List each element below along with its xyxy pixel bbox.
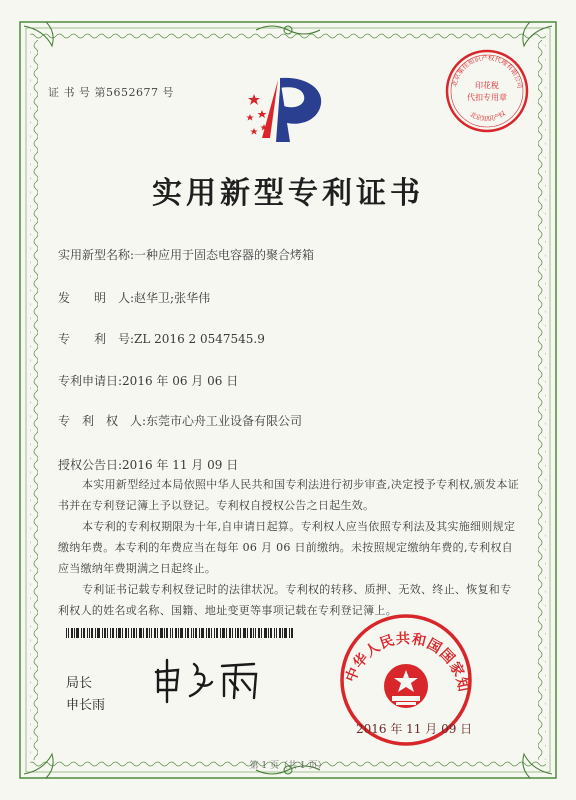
barcode-bar — [89, 628, 90, 638]
barcode-bar — [232, 628, 233, 638]
field-inventor — [58, 289, 210, 306]
barcode-bar — [110, 628, 111, 638]
barcode-bar — [154, 628, 156, 638]
barcode — [66, 628, 294, 638]
barcode-bar — [160, 628, 163, 638]
barcode-bar — [139, 628, 142, 638]
barcode-bar — [268, 628, 269, 638]
barcode-bar — [133, 628, 135, 638]
barcode-bar — [68, 628, 69, 638]
barcode-bar — [91, 628, 93, 638]
barcode-bar — [261, 628, 262, 638]
barcode-bar — [191, 628, 192, 638]
barcode-bar — [229, 628, 231, 638]
agency-seal-stamp — [444, 48, 530, 134]
field-filing-date — [58, 372, 238, 389]
field-value: 2016 年 06 月 06 日 — [122, 374, 239, 388]
barcode-bar — [289, 628, 290, 638]
field-label: 授权公告日: — [58, 458, 123, 472]
barcode-bar — [122, 628, 123, 638]
svg-text:印花税: 印花税 — [475, 81, 499, 90]
field-value: 一种应用于固态电容器的聚合烤箱 — [134, 248, 315, 262]
director-signature-icon — [150, 652, 270, 708]
barcode-bar — [220, 628, 221, 638]
barcode-bar — [291, 628, 293, 638]
barcode-bar — [146, 628, 148, 638]
barcode-bar — [178, 628, 179, 638]
svg-text:代扣专用章: 代扣专用章 — [467, 93, 507, 102]
barcode-bar — [170, 628, 171, 638]
barcode-bar — [222, 628, 225, 638]
barcode-bar — [253, 628, 254, 638]
director-name: 申长雨 — [66, 698, 106, 713]
barcode-bar — [185, 628, 186, 638]
barcode-bar — [76, 628, 79, 638]
barcode-bar — [237, 628, 239, 638]
barcode-bar — [97, 628, 100, 638]
barcode-bar — [282, 628, 283, 638]
barcode-bar — [81, 628, 82, 638]
barcode-bar — [112, 628, 114, 638]
field-value: 东莞市心舟工业设备有限公司 — [146, 414, 303, 428]
barcode-bar — [157, 628, 158, 638]
barcode-bar — [279, 628, 281, 638]
barcode-bar — [201, 628, 204, 638]
barcode-bar — [250, 628, 252, 638]
cnipa-logo-icon — [240, 72, 332, 146]
barcode-bar — [83, 628, 85, 638]
barcode-bar — [247, 628, 248, 638]
field-utility-model-name — [58, 246, 314, 263]
barcode-bar — [87, 628, 88, 638]
barcode-bar — [208, 628, 210, 638]
barcode-bar — [211, 628, 212, 638]
barcode-bar — [172, 628, 173, 638]
barcode-bar — [274, 628, 275, 638]
barcode-bar — [264, 628, 267, 638]
barcode-bar — [270, 628, 272, 638]
barcode-bar — [136, 628, 137, 638]
barcode-bar — [195, 628, 197, 638]
barcode-bar — [107, 628, 108, 638]
barcode-bar — [255, 628, 256, 638]
field-label: 发 明 人: — [58, 291, 135, 305]
certificate-title: 实用新型专利证书 — [152, 176, 424, 211]
barcode-bar — [216, 628, 218, 638]
barcode-bar — [235, 628, 236, 638]
barcode-bar — [240, 628, 241, 638]
field-label: 专 利 权 人: — [58, 414, 147, 428]
barcode-bar — [116, 628, 117, 638]
barcode-bar — [166, 628, 168, 638]
barcode-bar — [102, 628, 103, 638]
barcode-bar — [95, 628, 96, 638]
field-label: 专 利 号: — [58, 332, 135, 346]
barcode-bar — [175, 628, 177, 638]
certificate-body — [58, 474, 520, 621]
barcode-bar — [149, 628, 150, 638]
barcode-bar — [131, 628, 132, 638]
barcode-bar — [276, 628, 277, 638]
barcode-bar — [226, 628, 227, 638]
svg-text:北京集佳知识产权代理有限公司: 北京集佳知识产权代理有限公司 — [450, 53, 524, 90]
barcode-bar — [66, 628, 67, 638]
director-title: 局长 — [66, 676, 93, 691]
field-value: 赵华卫;张华伟 — [134, 291, 211, 305]
barcode-bar — [128, 628, 129, 638]
barcode-bar — [193, 628, 194, 638]
barcode-bar — [104, 628, 106, 638]
barcode-bar — [284, 628, 287, 638]
barcode-bar — [214, 628, 215, 638]
body-paragraph: 本实用新型经过本局依照中华人民共和国专利法进行初步审查,决定授予专利权,颁发本证书并在专利登记簿上予以登记。专利权自授权公告之日起生效。 — [58, 478, 519, 512]
barcode-bar — [206, 628, 207, 638]
field-label: 专利申请日: — [58, 374, 123, 388]
barcode-bar — [71, 628, 73, 638]
barcode-bar — [74, 628, 75, 638]
barcode-bar — [164, 628, 165, 638]
barcode-bar — [199, 628, 200, 638]
field-patentee — [58, 412, 302, 429]
svg-text:中华人民共和国国家知识产权局: 中华人民共和国国家知 — [343, 630, 472, 694]
barcode-bar — [125, 628, 127, 638]
barcode-bar — [118, 628, 121, 638]
svg-text:北京知识产权: 北京知识产权 — [468, 109, 507, 124]
page-footer: 第 1 页（共 1 页） — [249, 761, 327, 771]
barcode-bar — [151, 628, 152, 638]
issue-date: 2016 年 11 月 09 日 — [356, 722, 473, 736]
barcode-bar — [187, 628, 189, 638]
field-value: 2016 年 11 月 09 日 — [122, 458, 239, 472]
field-label: 实用新型名称: — [58, 248, 135, 262]
body-paragraph: 专利证书记载专利权登记时的法律状况。专利权的转移、质押、无效、终止、恢复和专利权人的姓名或名称、国籍、地址变更等事项记载在专利登记簿上。 — [58, 583, 512, 617]
barcode-bar — [258, 628, 260, 638]
barcode-bar — [143, 628, 144, 638]
body-paragraph: 本专利的专利权期限为十年,自申请日起算。专利权人应当依照专利法及其实施细则规定缴纳年费。本专利的年费应当在每年 06 月 06 日前缴纳。未按照规定缴纳年费的,专利权自应当缴纳年费期满之日起终止。 — [58, 520, 516, 575]
barcode-bar — [243, 628, 246, 638]
field-value: ZL 2016 2 0547545.9 — [134, 332, 265, 346]
barcode-bar — [180, 628, 183, 638]
certificate-number: 证 书 号 第5652677 号 — [48, 86, 174, 99]
field-patent-number — [58, 330, 265, 347]
field-grant-date — [58, 456, 238, 473]
